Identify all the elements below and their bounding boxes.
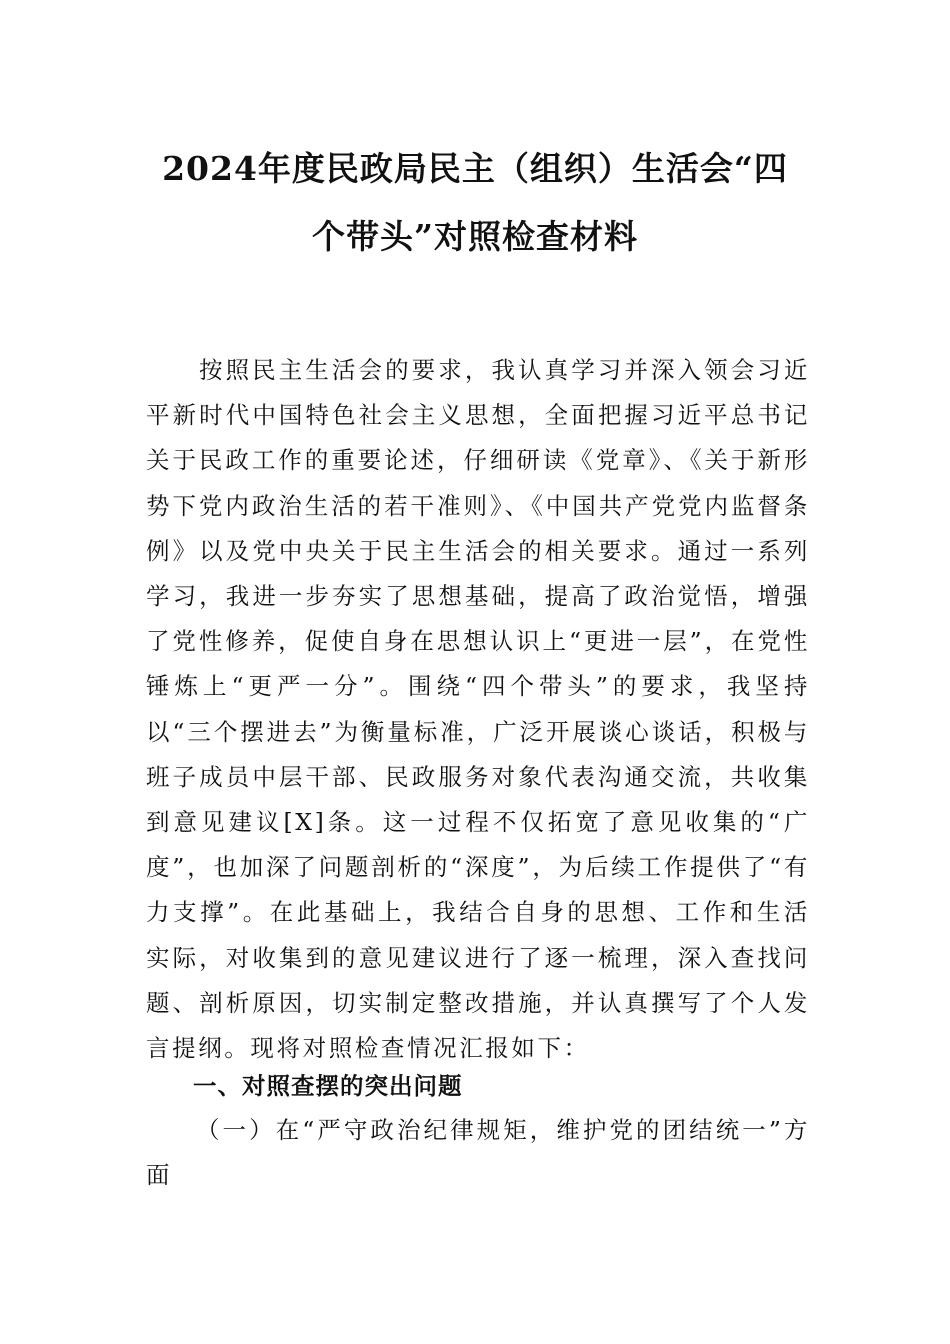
document-title-line-1: 2024年度民政局民主（组织）生活会“四: [162, 149, 788, 188]
subsection-heading: （一）在“严守政治纪律规矩，维护党的团结统一”方面: [146, 1116, 810, 1190]
section-heading: 一、对照查摆的突出问题: [193, 1072, 463, 1100]
document-title-line-2: 个带头”对照检查材料: [312, 217, 638, 256]
intro-paragraph: 按照民主生活会的要求，我认真学习并深入领会习近平新时代中国特色社会主义思想，全面把握习近平总书记关于民政工作的重要论述，仔细研读《党章》、《关于新形势下党内政治生活的若干准则》、《中国共产党党内监督条例》以及党中央关于民主生活会的相关要求。通过一系列学习，我进一步夯实了思想基础，提高了政治觉悟，增强了党性修养，促使自身在思想认识上“更进一层”，在党性锤炼上“更严一分”。围绕“四个带头”的要求，我坚持以“三个摆进去”为衡量标准，广泛开展谈心谈话，积极与班子成员中层干部、民政服务对象代表沟通交流，共收集到意见建议[X]条。这一过程不仅拓宽了意见收集的“广度”，也加深了问题剖析的“深度”，为后续工作提供了“有力支撑”。在此基础上，我结合自身的思想、工作和生活实际，对收集到的意见建议进行了逐一梳理，深入查找问题、剖析原因，切实制定整改措施，并认真撰写了个人发言提纲。现将对照检查情况汇报如下：: [146, 356, 810, 1063]
